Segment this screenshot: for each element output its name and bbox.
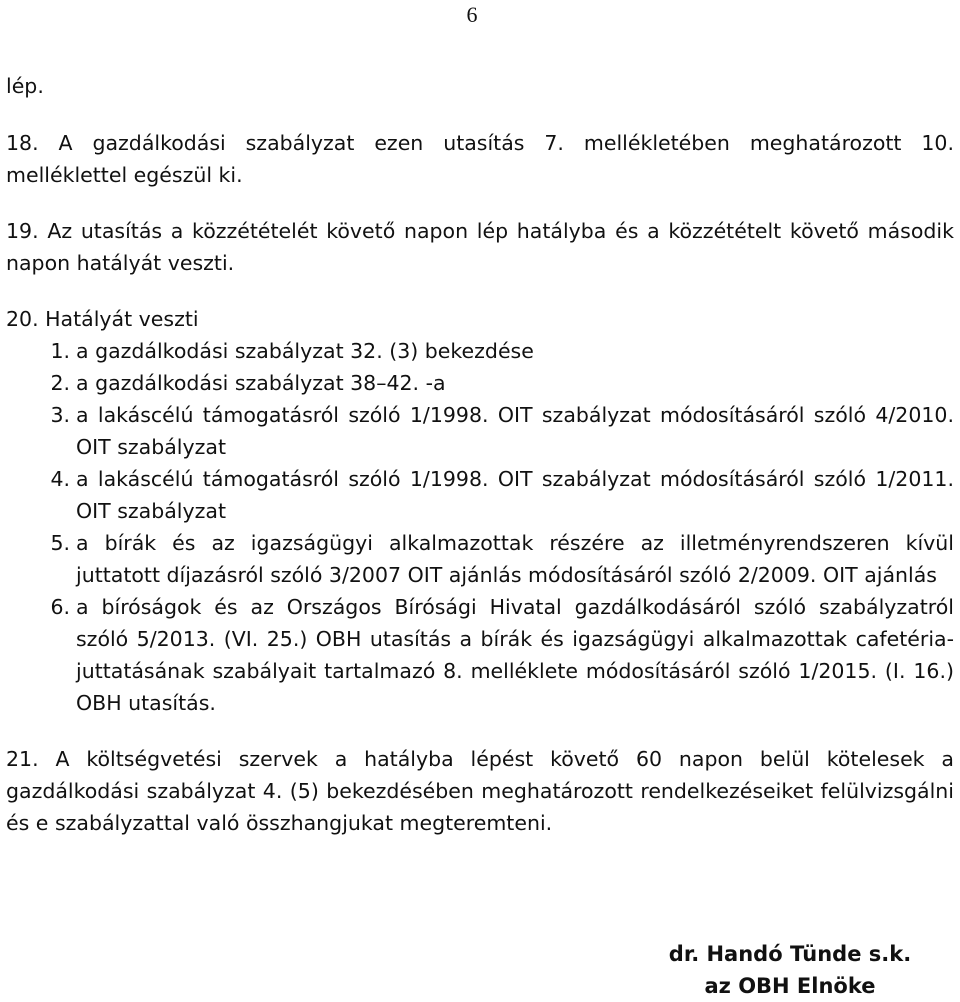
paragraph-21: 21. A költségvetési szervek a hatályba lépést követő 60 napon belül kötelesek a gazdálkodási szabályzat 4. (5) bekezdésében meghatározott rendelkezéseiket felülvizsgálni és e szabályzattal való összhangjukat megteremteni. <box>6 747 954 835</box>
list-item-number: 3. <box>50 403 70 427</box>
list-item <box>6 335 954 367</box>
paragraph-18: 18. A gazdálkodási szabályzat ezen utasítás 7. mellékletében meghatározott 10. melléklettel egészül ki. <box>6 131 954 187</box>
list-item-number: 1. <box>50 339 70 363</box>
list-item <box>6 527 954 591</box>
list-item-text: a bírák és az igazságügyi alkalmazottak részére az illetményrendszeren kívül juttatott díjazásról szóló 3/2007 OIT ajánlás módosításáról szóló 2/2009. OIT ajánlás <box>76 531 954 587</box>
repealed-list <box>6 335 954 719</box>
list-item <box>6 463 954 527</box>
signature-title: az OBH Elnöke <box>704 974 876 998</box>
paragraph-20-heading: 20. Hatályát veszti <box>6 307 199 331</box>
list-item-number: 6. <box>50 595 70 619</box>
list-item-text: a lakáscélú támogatásról szóló 1/1998. OIT szabályzat módosításáról szóló 4/2010. OIT szabályzat <box>76 403 954 459</box>
list-item-number: 5. <box>50 531 70 555</box>
page-number: 6 <box>466 2 478 27</box>
list-item-text: a gazdálkodási szabályzat 38–42. -a <box>76 371 446 395</box>
signature-block <box>640 938 940 1002</box>
paragraph-19: 19. Az utasítás a közzétételét követő napon lép hatályba és a közzétételt követő második napon hatályát veszti. <box>6 219 954 275</box>
list-item-text: a bíróságok és az Országos Bírósági Hivatal gazdálkodásáról szóló szabályzatról szóló 5/2013. (VI. 25.) OBH utasítás a bírák és igazságügyi alkalmazottak cafetéria-juttatásának szabályait tartalmazó 8. melléklete módosításáról szóló 1/2015. (I. 16.) OBH utasítás. <box>76 595 954 715</box>
signature-name: dr. Handó Tünde s.k. <box>668 942 912 966</box>
document-body <box>6 70 954 839</box>
list-item-text: a lakáscélú támogatásról szóló 1/1998. OIT szabályzat módosításáról szóló 1/2011. OIT szabályzat <box>76 467 954 523</box>
list-item <box>6 591 954 719</box>
paragraph-continuation: lép. <box>6 74 44 98</box>
list-item <box>6 367 954 399</box>
list-item-number: 2. <box>50 371 70 395</box>
list-item <box>6 399 954 463</box>
list-item-text: a gazdálkodási szabályzat 32. (3) bekezdése <box>76 339 534 363</box>
list-item-number: 4. <box>50 467 70 491</box>
